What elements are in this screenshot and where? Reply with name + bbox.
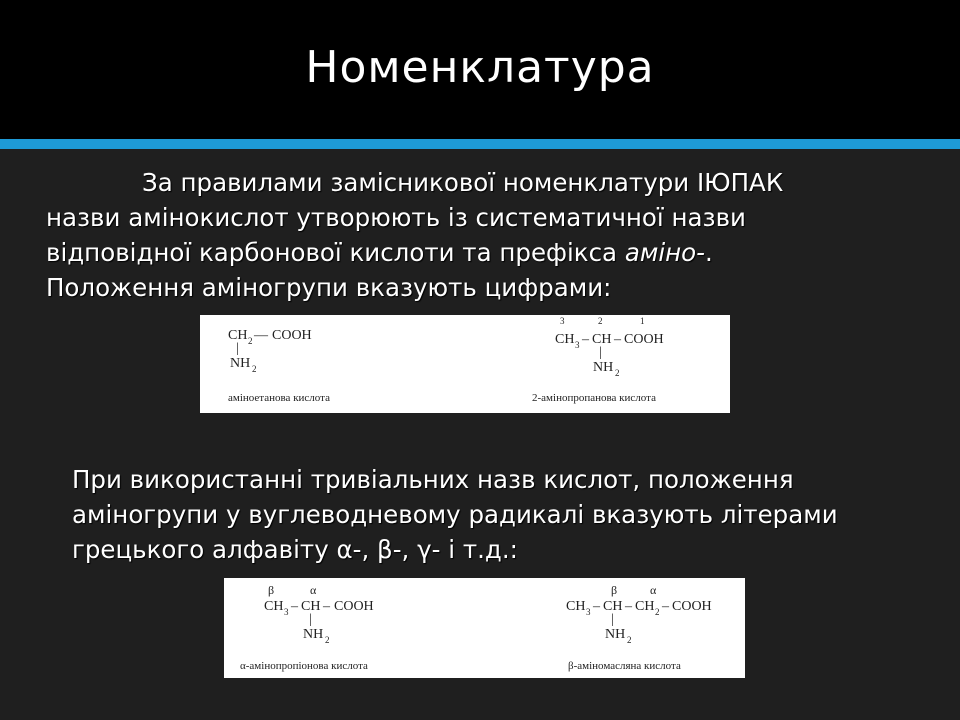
paragraph2-line1: При використанні тривіальних назв кислот, положення bbox=[72, 465, 794, 494]
f2-left-ch3-sub: 3 bbox=[284, 607, 289, 617]
f2-left-ch: CH bbox=[301, 599, 321, 614]
f1-left-nh: NH bbox=[230, 356, 251, 371]
f1-left-nh2-sub: 2 bbox=[252, 364, 257, 374]
f2-left-beta: β bbox=[268, 583, 275, 597]
f1-right-num2: 2 bbox=[598, 316, 603, 326]
f1-left-cooh: COOH bbox=[272, 328, 312, 343]
f2-right-dash3: – bbox=[662, 599, 669, 614]
formula-figure-1 bbox=[200, 315, 730, 413]
f2-right-nh: NH bbox=[605, 627, 626, 642]
f2-right-ch2-sub: 2 bbox=[655, 607, 660, 617]
f1-left-bond: | bbox=[236, 341, 239, 356]
f1-left-ch2-sub: 2 bbox=[248, 336, 253, 346]
f1-left-ch: CH bbox=[228, 328, 248, 343]
f1-right-num1: 1 bbox=[640, 316, 645, 326]
f2-left-ch3: CH bbox=[264, 599, 284, 614]
f2-left-dash1: – bbox=[291, 599, 298, 614]
f1-left-dash: — bbox=[254, 328, 268, 343]
f1-right-nh2-sub: 2 bbox=[615, 368, 620, 378]
f2-left-nh2-sub: 2 bbox=[325, 635, 330, 645]
f1-right-cooh: COOH bbox=[624, 332, 664, 347]
f1-right-dash1: – bbox=[582, 332, 589, 347]
paragraph1-line1: За правилами замісникової номенклатури ІЮПАК bbox=[142, 168, 784, 197]
f2-right-cooh: COOH bbox=[672, 599, 712, 614]
f2-right-ch3: CH bbox=[566, 599, 586, 614]
paragraph1-line3-end: . bbox=[705, 238, 713, 267]
f1-right-ch3: CH bbox=[555, 332, 575, 347]
paragraph-iupac bbox=[46, 165, 926, 305]
accent-divider bbox=[0, 139, 960, 149]
paragraph1-line3 bbox=[46, 235, 926, 270]
f2-right-beta: β bbox=[611, 583, 618, 597]
f2-right-ch: CH bbox=[603, 599, 623, 614]
f2-left-dash2: – bbox=[323, 599, 330, 614]
f1-left-caption: аміноетанова кислота bbox=[228, 392, 330, 404]
formula-figure-2 bbox=[224, 578, 745, 678]
paragraph-trivial bbox=[72, 462, 932, 567]
paragraph1-line3-text: відповідної карбонової кислоти та префікса bbox=[46, 238, 625, 267]
f1-right-num3: 3 bbox=[560, 316, 565, 326]
f1-right-bond: | bbox=[599, 345, 602, 360]
f2-left-cooh: COOH bbox=[334, 599, 374, 614]
f2-left-bond: | bbox=[309, 612, 312, 627]
paragraph2-line3: грецького алфавіту α-, β-, γ- і т.д.: bbox=[72, 535, 518, 564]
f1-right-dash2: – bbox=[614, 332, 621, 347]
f1-right-nh: NH bbox=[593, 360, 614, 375]
f2-right-ch2: CH bbox=[635, 599, 655, 614]
slide-title: Номенклатура bbox=[305, 42, 655, 93]
prefix-amino: аміно- bbox=[624, 238, 705, 267]
f2-right-dash1: – bbox=[593, 599, 600, 614]
paragraph2-line2: аміногрупи у вуглеводневому радикалі вказують літерами bbox=[72, 500, 838, 529]
f2-right-alpha: α bbox=[650, 583, 657, 597]
paragraph1-line2: назви амінокислот утворюють із систематичної назви bbox=[46, 203, 746, 232]
f1-right-ch: CH bbox=[592, 332, 612, 347]
f2-left-nh: NH bbox=[303, 627, 324, 642]
f2-left-caption: α-амінопропіонова кислота bbox=[240, 660, 368, 672]
f2-left-alpha: α bbox=[310, 583, 317, 597]
f2-right-nh2-sub: 2 bbox=[627, 635, 632, 645]
f2-right-dash2: – bbox=[625, 599, 632, 614]
f2-right-ch3-sub: 3 bbox=[586, 607, 591, 617]
f2-right-caption: β-аміномасляна кислота bbox=[568, 660, 681, 672]
f2-right-bond: | bbox=[611, 612, 614, 627]
paragraph1-line4: Положення аміногрупи вказують цифрами: bbox=[46, 273, 612, 302]
title-bar bbox=[0, 0, 960, 139]
f1-right-caption: 2-амінопропанова кислота bbox=[532, 392, 656, 404]
formula-panel-greek bbox=[224, 578, 745, 678]
formula-panel-numbers bbox=[200, 315, 730, 413]
f1-right-ch3-sub: 3 bbox=[575, 340, 580, 350]
